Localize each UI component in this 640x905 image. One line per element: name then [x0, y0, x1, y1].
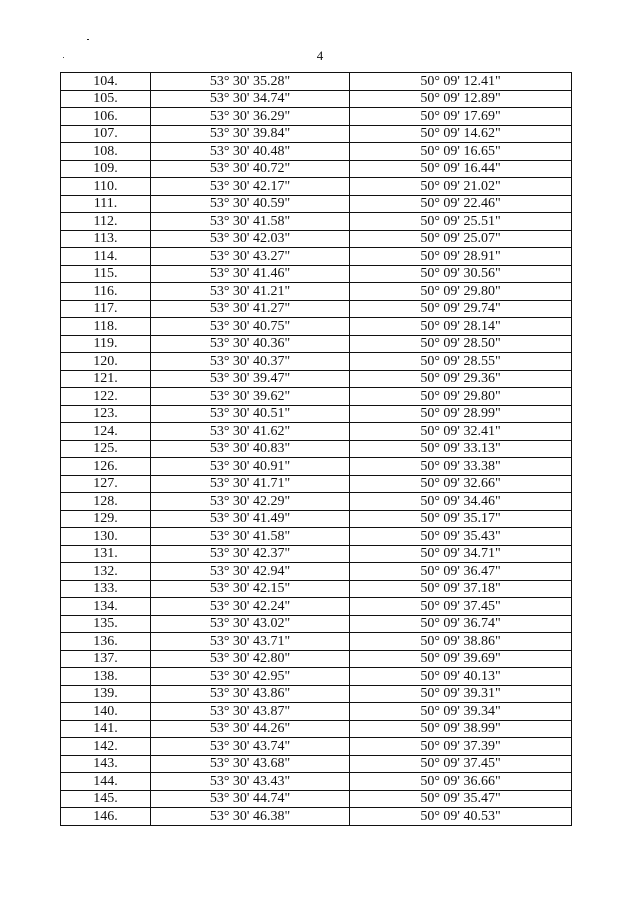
point-number-cell: 140.	[61, 703, 151, 721]
point-number-cell: 134.	[61, 598, 151, 616]
table-row	[61, 545, 572, 563]
longitude-cell: 50° 09' 21.02"	[350, 178, 572, 196]
table-row	[61, 248, 572, 266]
point-number-cell: 137.	[61, 650, 151, 668]
point-number-cell: 123.	[61, 405, 151, 423]
longitude-cell: 50° 09' 39.69"	[350, 650, 572, 668]
latitude-cell: 53° 30' 43.02"	[151, 615, 350, 633]
point-number-cell: 132.	[61, 563, 151, 581]
latitude-cell: 53° 30' 40.51"	[151, 405, 350, 423]
point-number-cell: 118.	[61, 318, 151, 336]
point-number-cell: 128.	[61, 493, 151, 511]
longitude-cell: 50° 09' 14.62"	[350, 125, 572, 143]
latitude-cell: 53° 30' 42.29"	[151, 493, 350, 511]
table-row	[61, 755, 572, 773]
longitude-cell: 50° 09' 36.47"	[350, 563, 572, 581]
latitude-cell: 53° 30' 43.27"	[151, 248, 350, 266]
latitude-cell: 53° 30' 43.71"	[151, 633, 350, 651]
longitude-cell: 50° 09' 39.34"	[350, 703, 572, 721]
table-row	[61, 90, 572, 108]
point-number-cell: 116.	[61, 283, 151, 301]
latitude-cell: 53° 30' 43.86"	[151, 685, 350, 703]
point-number-cell: 133.	[61, 580, 151, 598]
longitude-cell: 50° 09' 34.71"	[350, 545, 572, 563]
table-row	[61, 178, 572, 196]
table-row	[61, 108, 572, 126]
page-number: 4	[316, 48, 324, 63]
table-row	[61, 143, 572, 161]
point-number-cell: 104.	[61, 73, 151, 91]
longitude-cell: 50° 09' 33.13"	[350, 440, 572, 458]
latitude-cell: 53° 30' 41.27"	[151, 300, 350, 318]
point-number-cell: 105.	[61, 90, 151, 108]
point-number-cell: 135.	[61, 615, 151, 633]
latitude-cell: 53° 30' 35.28"	[151, 73, 350, 91]
table-row	[61, 668, 572, 686]
point-number-cell: 108.	[61, 143, 151, 161]
longitude-cell: 50° 09' 29.36"	[350, 370, 572, 388]
table-row	[61, 370, 572, 388]
latitude-cell: 53° 30' 43.43"	[151, 773, 350, 791]
latitude-cell: 53° 30' 34.74"	[151, 90, 350, 108]
longitude-cell: 50° 09' 35.17"	[350, 510, 572, 528]
table-row	[61, 73, 572, 91]
table-row	[61, 318, 572, 336]
longitude-cell: 50° 09' 37.39"	[350, 738, 572, 756]
longitude-cell: 50° 09' 37.45"	[350, 755, 572, 773]
longitude-cell: 50° 09' 25.07"	[350, 230, 572, 248]
latitude-cell: 53° 30' 44.26"	[151, 720, 350, 738]
latitude-cell: 53° 30' 40.83"	[151, 440, 350, 458]
point-number-cell: 107.	[61, 125, 151, 143]
point-number-cell: 145.	[61, 790, 151, 808]
point-number-cell: 121.	[61, 370, 151, 388]
table-row	[61, 353, 572, 371]
point-number-cell: 142.	[61, 738, 151, 756]
longitude-cell: 50° 09' 28.91"	[350, 248, 572, 266]
latitude-cell: 53° 30' 44.74"	[151, 790, 350, 808]
table-row	[61, 598, 572, 616]
latitude-cell: 53° 30' 36.29"	[151, 108, 350, 126]
table-row	[61, 160, 572, 178]
coordinates-table	[60, 72, 572, 826]
point-number-cell: 106.	[61, 108, 151, 126]
latitude-cell: 53° 30' 39.47"	[151, 370, 350, 388]
longitude-cell: 50° 09' 22.46"	[350, 195, 572, 213]
longitude-cell: 50° 09' 32.66"	[350, 475, 572, 493]
table-row	[61, 580, 572, 598]
latitude-cell: 53° 30' 40.72"	[151, 160, 350, 178]
table-row	[61, 475, 572, 493]
latitude-cell: 53° 30' 42.37"	[151, 545, 350, 563]
table-row	[61, 528, 572, 546]
point-number-cell: 113.	[61, 230, 151, 248]
latitude-cell: 53° 30' 42.17"	[151, 178, 350, 196]
longitude-cell: 50° 09' 37.45"	[350, 598, 572, 616]
table-row	[61, 335, 572, 353]
latitude-cell: 53° 30' 42.94"	[151, 563, 350, 581]
point-number-cell: 129.	[61, 510, 151, 528]
point-number-cell: 110.	[61, 178, 151, 196]
latitude-cell: 53° 30' 40.48"	[151, 143, 350, 161]
point-number-cell: 119.	[61, 335, 151, 353]
point-number-cell: 114.	[61, 248, 151, 266]
latitude-cell: 53° 30' 42.24"	[151, 598, 350, 616]
longitude-cell: 50° 09' 12.89"	[350, 90, 572, 108]
longitude-cell: 50° 09' 28.50"	[350, 335, 572, 353]
longitude-cell: 50° 09' 29.80"	[350, 388, 572, 406]
longitude-cell: 50° 09' 33.38"	[350, 458, 572, 476]
point-number-cell: 138.	[61, 668, 151, 686]
latitude-cell: 53° 30' 41.71"	[151, 475, 350, 493]
latitude-cell: 53° 30' 46.38"	[151, 808, 350, 826]
latitude-cell: 53° 30' 39.62"	[151, 388, 350, 406]
table-row	[61, 563, 572, 581]
longitude-cell: 50° 09' 34.46"	[350, 493, 572, 511]
longitude-cell: 50° 09' 35.47"	[350, 790, 572, 808]
point-number-cell: 127.	[61, 475, 151, 493]
table-row	[61, 703, 572, 721]
point-number-cell: 109.	[61, 160, 151, 178]
point-number-cell: 143.	[61, 755, 151, 773]
point-number-cell: 139.	[61, 685, 151, 703]
latitude-cell: 53° 30' 42.03"	[151, 230, 350, 248]
table-row	[61, 633, 572, 651]
longitude-cell: 50° 09' 28.55"	[350, 353, 572, 371]
coordinates-table-body	[61, 73, 572, 826]
point-number-cell: 130.	[61, 528, 151, 546]
longitude-cell: 50° 09' 32.41"	[350, 423, 572, 441]
latitude-cell: 53° 30' 40.91"	[151, 458, 350, 476]
table-row	[61, 195, 572, 213]
latitude-cell: 53° 30' 40.75"	[151, 318, 350, 336]
latitude-cell: 53° 30' 41.58"	[151, 528, 350, 546]
point-number-cell: 144.	[61, 773, 151, 791]
latitude-cell: 53° 30' 40.59"	[151, 195, 350, 213]
latitude-cell: 53° 30' 43.87"	[151, 703, 350, 721]
table-row	[61, 423, 572, 441]
longitude-cell: 50° 09' 38.99"	[350, 720, 572, 738]
latitude-cell: 53° 30' 43.74"	[151, 738, 350, 756]
latitude-cell: 53° 30' 40.37"	[151, 353, 350, 371]
latitude-cell: 53° 30' 41.46"	[151, 265, 350, 283]
point-number-cell: 124.	[61, 423, 151, 441]
longitude-cell: 50° 09' 39.31"	[350, 685, 572, 703]
longitude-cell: 50° 09' 25.51"	[350, 213, 572, 231]
longitude-cell: 50° 09' 36.66"	[350, 773, 572, 791]
latitude-cell: 53° 30' 42.15"	[151, 580, 350, 598]
point-number-cell: 122.	[61, 388, 151, 406]
point-number-cell: 111.	[61, 195, 151, 213]
table-row	[61, 300, 572, 318]
point-number-cell: 131.	[61, 545, 151, 563]
longitude-cell: 50° 09' 38.86"	[350, 633, 572, 651]
point-number-cell: 117.	[61, 300, 151, 318]
longitude-cell: 50° 09' 17.69"	[350, 108, 572, 126]
point-number-cell: 126.	[61, 458, 151, 476]
longitude-cell: 50° 09' 35.43"	[350, 528, 572, 546]
table-row	[61, 213, 572, 231]
longitude-cell: 50° 09' 16.65"	[350, 143, 572, 161]
longitude-cell: 50° 09' 28.14"	[350, 318, 572, 336]
point-number-cell: 120.	[61, 353, 151, 371]
point-number-cell: 112.	[61, 213, 151, 231]
scan-speck	[87, 39, 89, 40]
latitude-cell: 53° 30' 43.68"	[151, 755, 350, 773]
longitude-cell: 50° 09' 29.74"	[350, 300, 572, 318]
table-row	[61, 738, 572, 756]
table-row	[61, 230, 572, 248]
latitude-cell: 53° 30' 41.21"	[151, 283, 350, 301]
point-number-cell: 125.	[61, 440, 151, 458]
latitude-cell: 53° 30' 42.80"	[151, 650, 350, 668]
table-row	[61, 650, 572, 668]
table-row	[61, 493, 572, 511]
table-row	[61, 125, 572, 143]
table-row	[61, 283, 572, 301]
longitude-cell: 50° 09' 40.53"	[350, 808, 572, 826]
longitude-cell: 50° 09' 30.56"	[350, 265, 572, 283]
latitude-cell: 53° 30' 42.95"	[151, 668, 350, 686]
table-row	[61, 388, 572, 406]
table-row	[61, 405, 572, 423]
latitude-cell: 53° 30' 41.49"	[151, 510, 350, 528]
table-row	[61, 458, 572, 476]
longitude-cell: 50° 09' 12.41"	[350, 73, 572, 91]
point-number-cell: 115.	[61, 265, 151, 283]
latitude-cell: 53° 30' 40.36"	[151, 335, 350, 353]
table-row	[61, 510, 572, 528]
latitude-cell: 53° 30' 39.84"	[151, 125, 350, 143]
table-row	[61, 808, 572, 826]
longitude-cell: 50° 09' 29.80"	[350, 283, 572, 301]
table-row	[61, 685, 572, 703]
longitude-cell: 50° 09' 28.99"	[350, 405, 572, 423]
table-row	[61, 440, 572, 458]
longitude-cell: 50° 09' 37.18"	[350, 580, 572, 598]
latitude-cell: 53° 30' 41.62"	[151, 423, 350, 441]
longitude-cell: 50° 09' 36.74"	[350, 615, 572, 633]
table-row	[61, 615, 572, 633]
point-number-cell: 136.	[61, 633, 151, 651]
point-number-cell: 141.	[61, 720, 151, 738]
table-row	[61, 720, 572, 738]
latitude-cell: 53° 30' 41.58"	[151, 213, 350, 231]
point-number-cell: 146.	[61, 808, 151, 826]
longitude-cell: 50° 09' 40.13"	[350, 668, 572, 686]
table-row	[61, 773, 572, 791]
table-row	[61, 265, 572, 283]
longitude-cell: 50° 09' 16.44"	[350, 160, 572, 178]
table-row	[61, 790, 572, 808]
